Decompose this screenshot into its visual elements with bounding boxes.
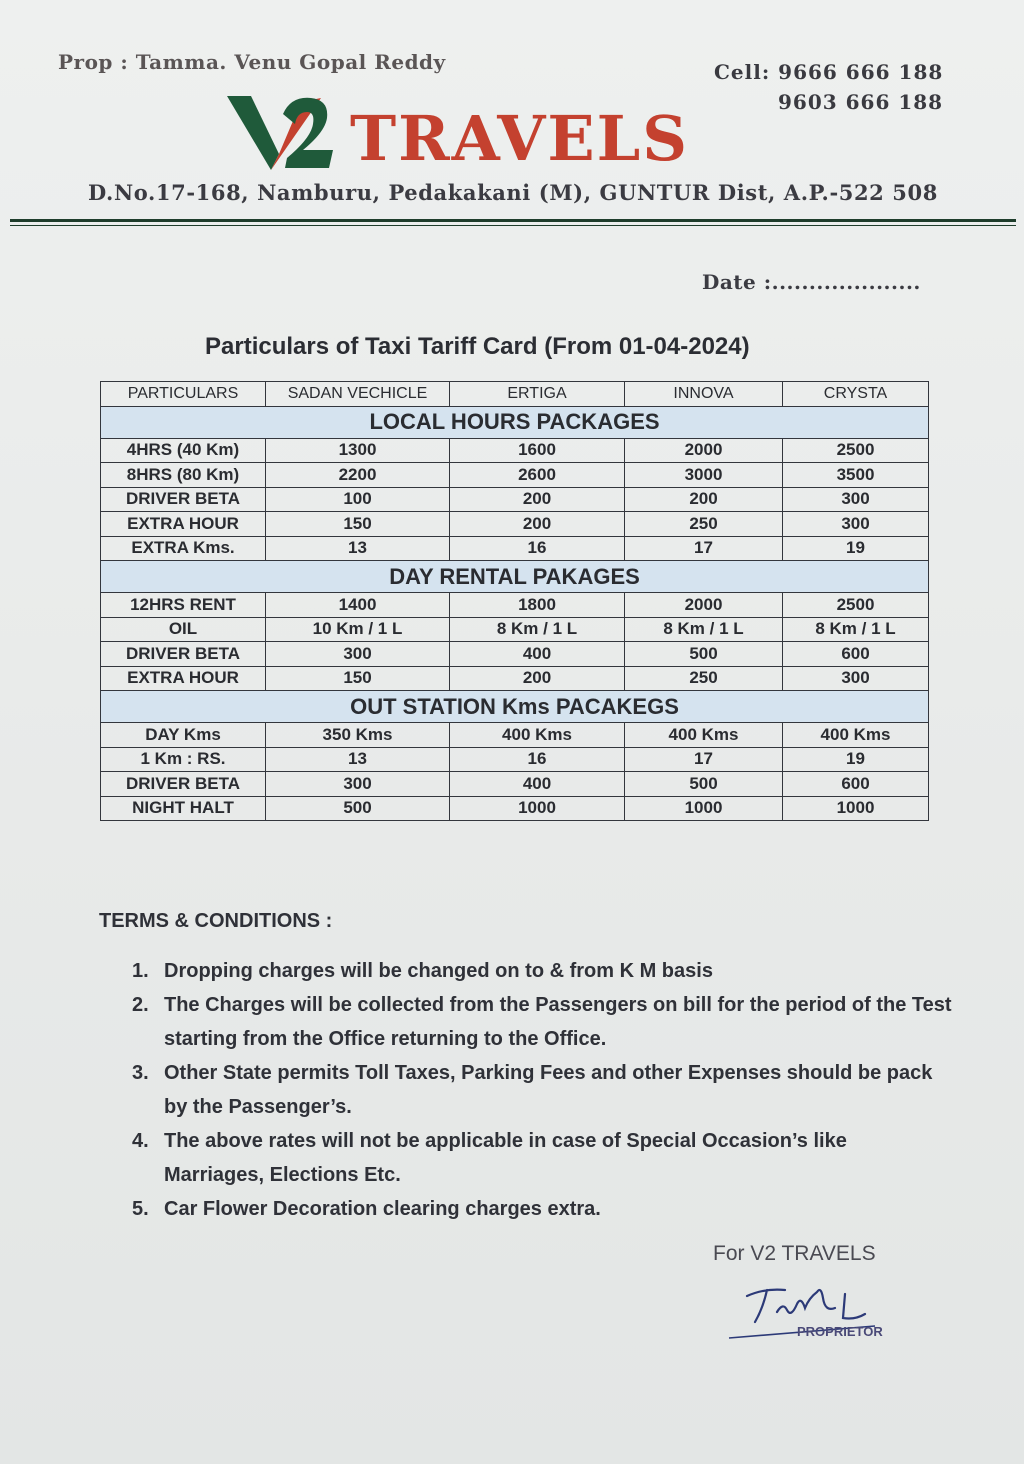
rate-cell: 300 (783, 666, 929, 691)
rate-cell: 250 (625, 512, 783, 537)
v2-logo-icon (225, 92, 345, 174)
row-label: 1 Km : RS. (101, 747, 266, 772)
section-heading: LOCAL HOURS PACKAGES (101, 406, 929, 438)
rate-cell: 500 (625, 642, 783, 667)
rate-cell: 3500 (783, 463, 929, 488)
table-row (101, 593, 929, 618)
terms-item-text: The above rates will not be applicable in case of Special Occasion’s like Marriages, Elections Etc. (164, 1130, 847, 1186)
rate-cell: 400 (450, 642, 625, 667)
rate-cell: 100 (266, 487, 450, 512)
rate-cell: 2500 (783, 593, 929, 618)
section-heading-row (101, 561, 929, 593)
rate-cell: 600 (783, 642, 929, 667)
terms-item (132, 1124, 952, 1192)
rate-cell: 600 (783, 772, 929, 797)
rate-cell: 2500 (783, 438, 929, 463)
column-header: PARTICULARS (101, 382, 266, 407)
rate-cell: 500 (266, 796, 450, 821)
rate-cell: 3000 (625, 463, 783, 488)
proprietor-stamp: PROPRIETOR (797, 1324, 883, 1339)
cell-numbers (714, 60, 954, 120)
rate-cell: 250 (625, 666, 783, 691)
row-label: EXTRA Kms. (101, 536, 266, 561)
terms-item-number: 1. (132, 960, 149, 982)
terms-item-number: 3. (132, 1062, 149, 1084)
rate-cell: 8 Km / 1 L (625, 617, 783, 642)
rate-cell: 2000 (625, 438, 783, 463)
row-label: EXTRA HOUR (101, 666, 266, 691)
section-heading-row (101, 691, 929, 723)
table-row (101, 772, 929, 797)
terms-heading: TERMS & CONDITIONS : (99, 910, 333, 932)
cell-number-2: 9603 666 188 (778, 90, 944, 114)
rate-cell: 16 (450, 747, 625, 772)
rate-cell: 2000 (625, 593, 783, 618)
terms-item-number: 4. (132, 1130, 149, 1152)
company-address: D.No.17-168, Namburu, Pedakakani (M), GUNTUR Dist, A.P.-522 508 (88, 180, 938, 205)
row-label: EXTRA HOUR (101, 512, 266, 537)
terms-item-number: 5. (132, 1198, 149, 1220)
table-row (101, 617, 929, 642)
row-label: 12HRS RENT (101, 593, 266, 618)
rate-cell: 1800 (450, 593, 625, 618)
terms-item (132, 1192, 952, 1226)
rate-cell: 400 Kms (450, 723, 625, 748)
table-row (101, 747, 929, 772)
header-divider (10, 219, 1016, 222)
rate-cell: 1600 (450, 438, 625, 463)
terms-item-text: Car Flower Decoration clearing charges extra. (164, 1198, 601, 1220)
column-header: SADAN VECHICLE (266, 382, 450, 407)
rate-cell: 150 (266, 512, 450, 537)
section-heading-row (101, 406, 929, 438)
row-label: DRIVER BETA (101, 772, 266, 797)
rate-cell: 1400 (266, 593, 450, 618)
rate-cell: 200 (450, 487, 625, 512)
rate-cell: 400 Kms (625, 723, 783, 748)
row-label: 8HRS (80 Km) (101, 463, 266, 488)
section-heading: DAY RENTAL PAKAGES (101, 561, 929, 593)
for-company-label: For V2 TRAVELS (713, 1242, 876, 1265)
rate-cell: 13 (266, 747, 450, 772)
section-heading: OUT STATION Kms PACAKEGS (101, 691, 929, 723)
column-header: INNOVA (625, 382, 783, 407)
brand-name: TRAVELS (350, 102, 689, 175)
rate-cell: 1300 (266, 438, 450, 463)
terms-item (132, 988, 952, 1056)
cell-number-1: Cell: 9666 666 188 (714, 60, 944, 84)
rate-cell: 500 (625, 772, 783, 797)
terms-item (132, 954, 952, 988)
rate-cell: 10 Km / 1 L (266, 617, 450, 642)
table-row (101, 723, 929, 748)
table-row (101, 642, 929, 667)
rate-cell: 200 (625, 487, 783, 512)
rate-cell: 8 Km / 1 L (783, 617, 929, 642)
header-divider-thin (10, 225, 1016, 226)
table-row (101, 438, 929, 463)
rate-cell: 13 (266, 536, 450, 561)
rate-cell: 16 (450, 536, 625, 561)
row-label: DRIVER BETA (101, 487, 266, 512)
terms-item-number: 2. (132, 994, 149, 1016)
rate-cell: 200 (450, 512, 625, 537)
rate-cell: 8 Km / 1 L (450, 617, 625, 642)
rate-cell: 1000 (450, 796, 625, 821)
rate-cell: 300 (266, 772, 450, 797)
rate-cell: 400 Kms (783, 723, 929, 748)
rate-cell: 350 Kms (266, 723, 450, 748)
table-row (101, 666, 929, 691)
table-row (101, 463, 929, 488)
rate-cell: 200 (450, 666, 625, 691)
rate-cell: 400 (450, 772, 625, 797)
rate-cell: 2600 (450, 463, 625, 488)
terms-item-text: Other State permits Toll Taxes, Parking Fees and other Expenses should be pack by the Passenger’s. (164, 1062, 933, 1118)
proprietor-signature (725, 1268, 900, 1340)
column-header: ERTIGA (450, 382, 625, 407)
terms-list (132, 954, 952, 1226)
table-header-row (101, 382, 929, 407)
terms-item-text: Dropping charges will be changed on to & from K M basis (164, 960, 713, 982)
rate-cell: 150 (266, 666, 450, 691)
tariff-table (100, 381, 929, 821)
row-label: DRIVER BETA (101, 642, 266, 667)
rate-cell: 1000 (783, 796, 929, 821)
terms-item-text: The Charges will be collected from the Passengers on bill for the period of the Test starting from the Office returning to the Office. (164, 994, 952, 1050)
row-label: DAY Kms (101, 723, 266, 748)
rate-cell: 2200 (266, 463, 450, 488)
column-header: CRYSTA (783, 382, 929, 407)
proprietor-name: Prop : Tamma. Venu Gopal Reddy (58, 50, 446, 74)
rate-cell: 300 (783, 487, 929, 512)
date-field: Date :.................... (702, 270, 921, 294)
rate-cell: 300 (783, 512, 929, 537)
row-label: OIL (101, 617, 266, 642)
table-row (101, 536, 929, 561)
table-row (101, 796, 929, 821)
tariff-title: Particulars of Taxi Tariff Card (From 01-04-2024) (205, 333, 750, 360)
table-row (101, 512, 929, 537)
terms-item (132, 1056, 952, 1124)
rate-cell: 17 (625, 747, 783, 772)
row-label: 4HRS (40 Km) (101, 438, 266, 463)
table-row (101, 487, 929, 512)
rate-cell: 17 (625, 536, 783, 561)
rate-cell: 19 (783, 747, 929, 772)
row-label: NIGHT HALT (101, 796, 266, 821)
rate-cell: 1000 (625, 796, 783, 821)
rate-cell: 300 (266, 642, 450, 667)
rate-cell: 19 (783, 536, 929, 561)
